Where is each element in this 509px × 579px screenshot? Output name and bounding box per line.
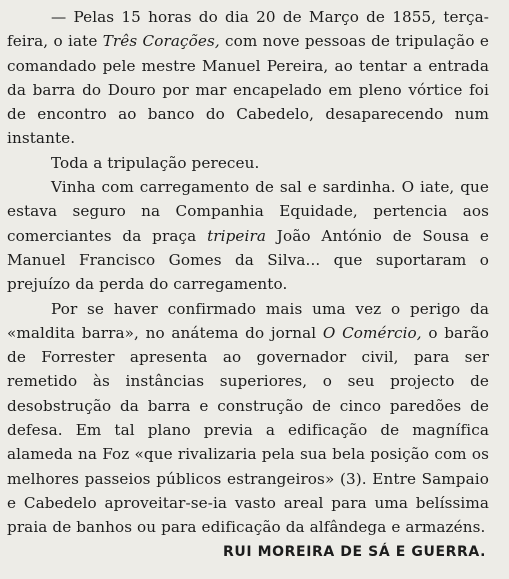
paragraph-text: com nove pessoas de tripulação e comandado pele mestre Manuel Pereira, ao tentar a entrada da barra do Douro por mar encapelado em pleno vórtice foi de encontro ao banco do Cabedelo, desaparecendo num instante. — [7, 32, 490, 148]
paragraph-crew-perished: Toda a tripulação pereceu. — [51, 153, 260, 172]
paragraph-shipwreck — [7, 5, 489, 151]
paragraph-text: o barão de Forrester apresenta ao governador civil, para ser remetido às instâncias superiores, o seu projecto de desobstrução da barra e construção de cinco paredões de defesa. Em tal plano previa a edificação de magnífica alameda na Foz «que rivalizaria pela sua bela posição com os melhores passeios públicos estrangeiros» (3). Entre Sampaio e Cabedelo aproveitar-se-ia vasto areal para uma belíssima praia de banhos ou para edificação da alfândega e armazéns. — [7, 323, 489, 537]
author-signature: RUI MOREIRA DE SÁ E GUERRA. — [223, 544, 486, 560]
paragraph-forrester-project — [7, 297, 489, 540]
newspaper-name: O Comércio, — [322, 323, 422, 342]
paragraph-text: Vinha com carregamento de sal e sardinha. O iate, que estava seguro na Companhia Equidade, pertencia aos comerciantes da praça — [7, 178, 489, 245]
paragraph-text: — Pelas 15 horas do dia 20 de Março de 1855, terça-feira, o iate — [7, 8, 489, 51]
paragraph-text: Por se haver confirmado mais uma vez o perigo da «maldita barra», no anátema do jornal — [7, 299, 489, 342]
italic-word: tripeira — [207, 226, 266, 245]
paragraph-text: João António de Sousa e Manuel Francisco Gomes da Silva... que suportaram o prejuízo da perda do carregamento. — [7, 226, 489, 294]
paragraph-cargo — [7, 175, 489, 296]
article-body — [7, 5, 489, 540]
ship-name: Três Corações, — [102, 32, 220, 51]
